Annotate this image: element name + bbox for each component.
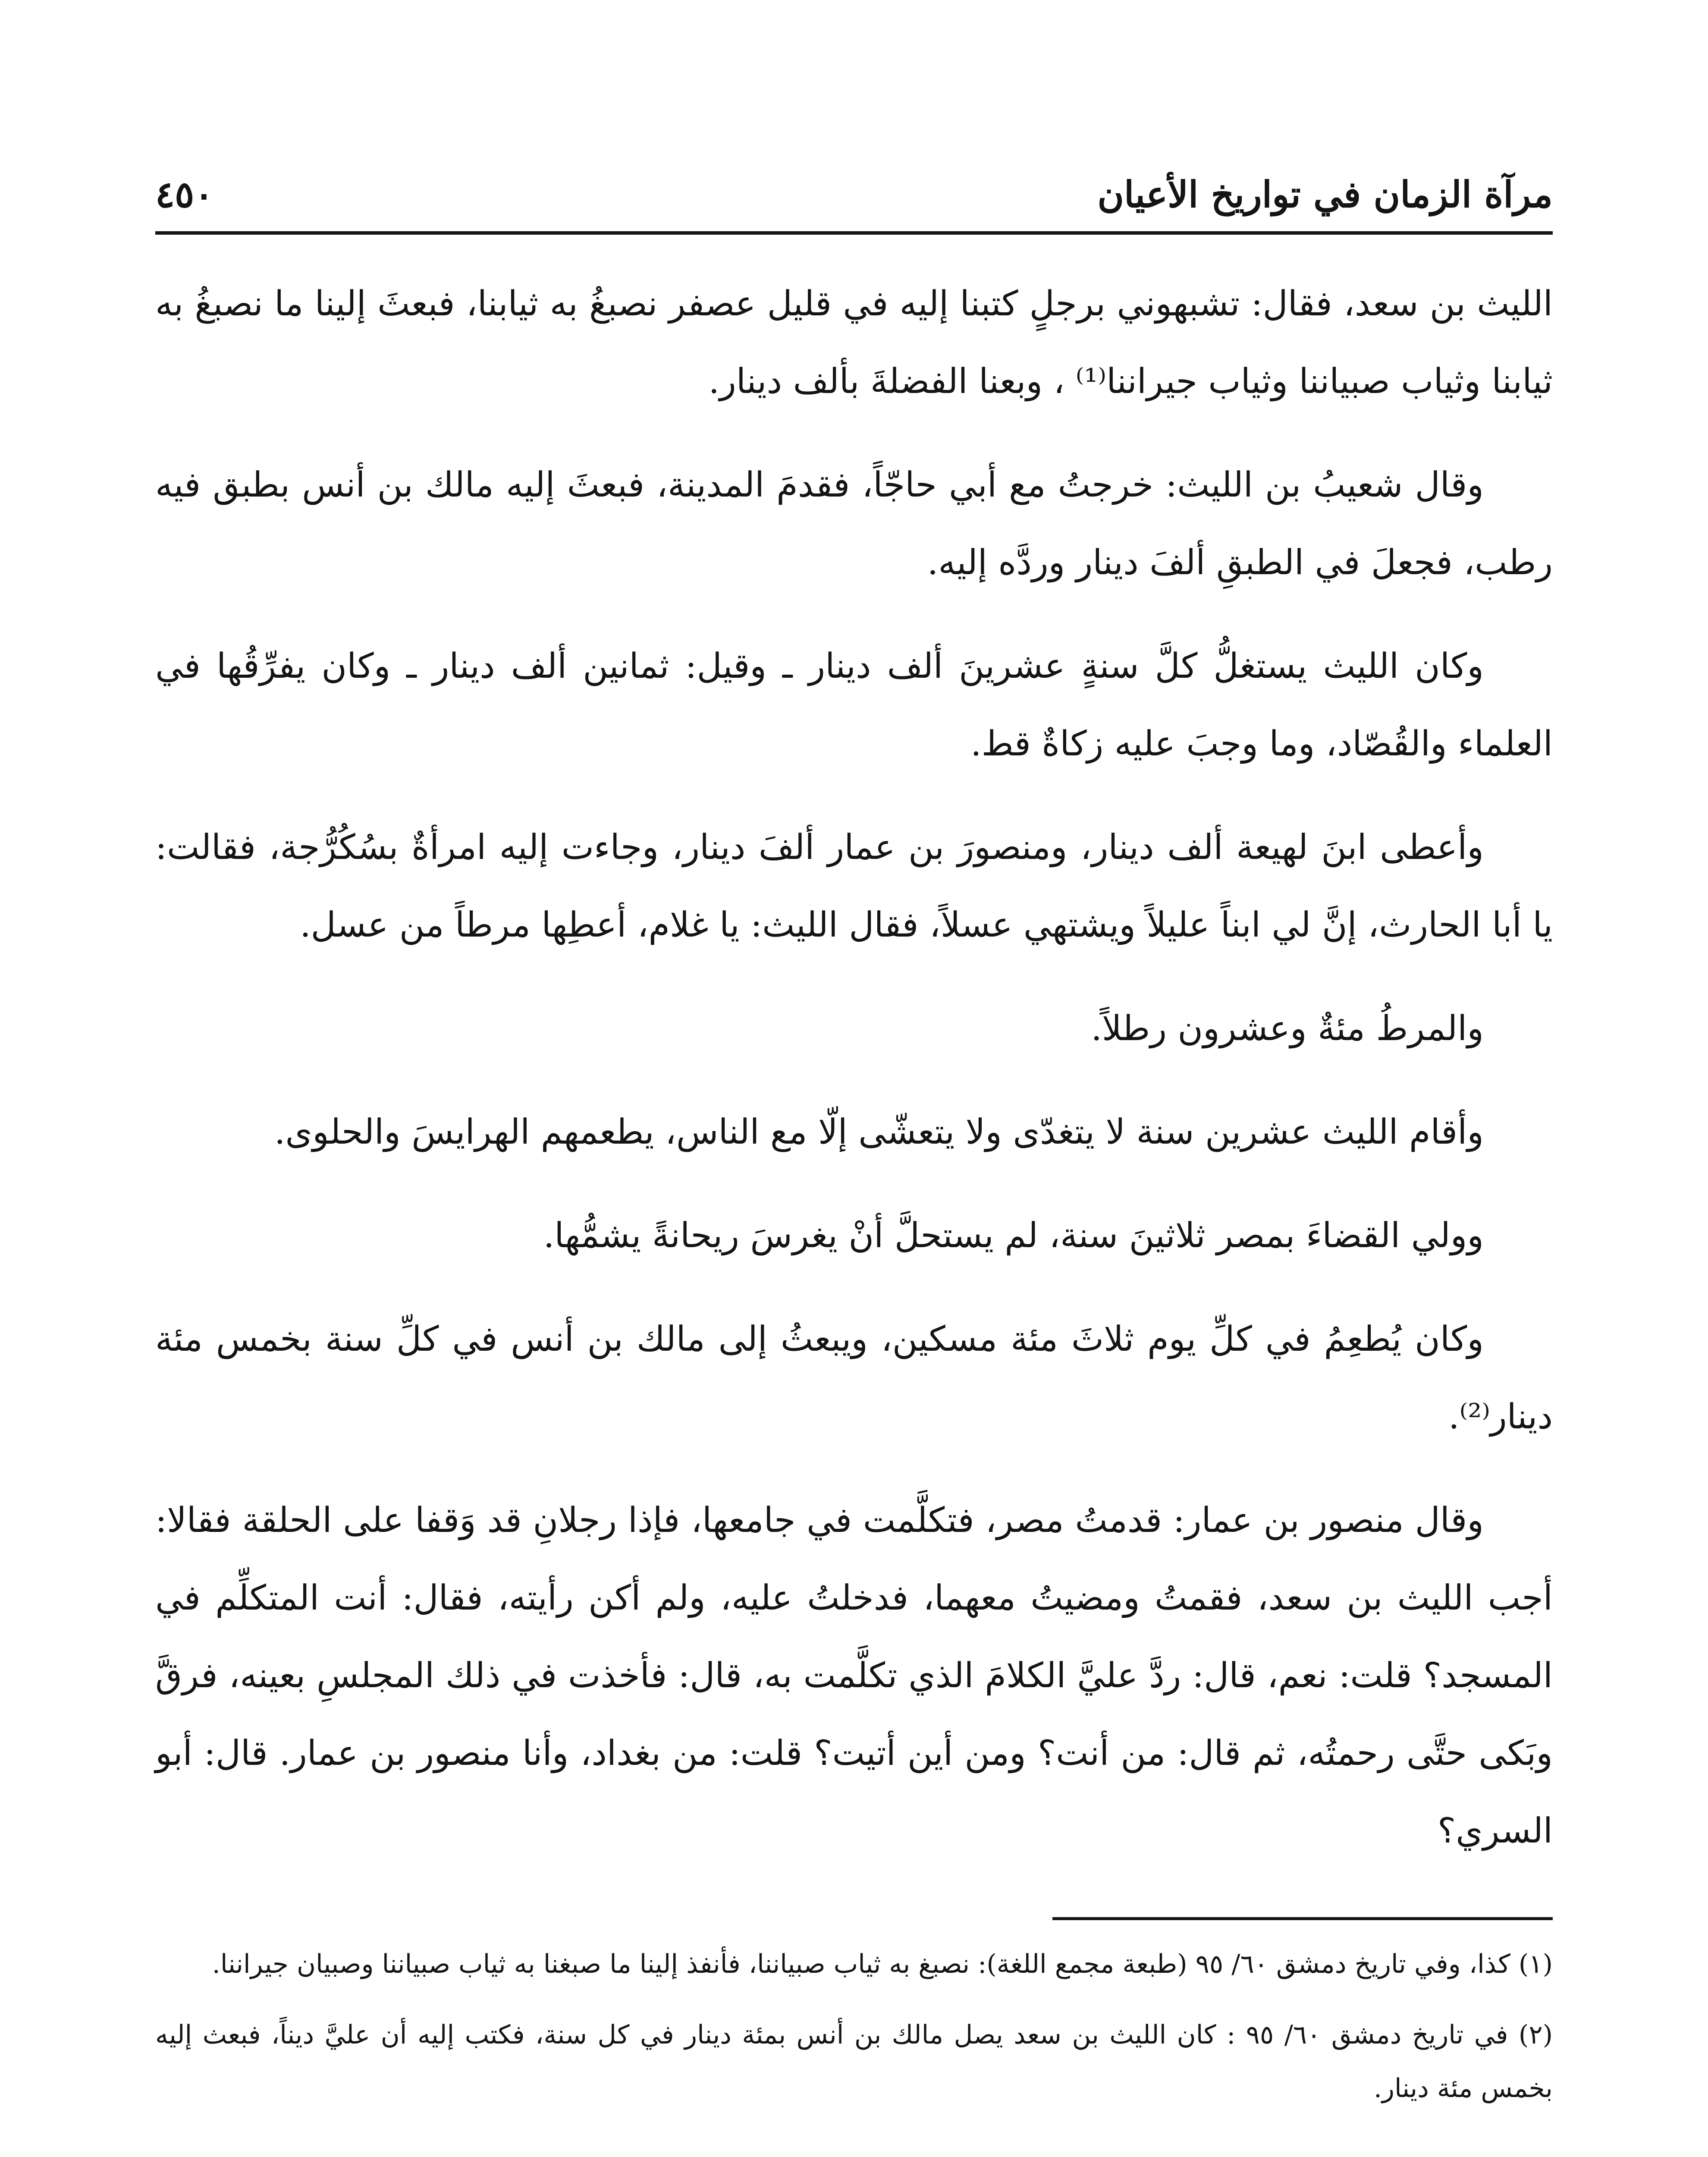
paragraph: وقال منصور بن عمار: قدمتُ مصر، فتكلَّمت في جامعها، فإذا رجلانِ قد وَقفا على الحلقة فقالا: أجب الليث بن سعد، فقمتُ ومضيتُ معهما، فدخلتُ عليه، ولم أكن رأيته، فقال: أنت المتكلِّم في المسجد؟ قلت: نعم، قال: ردَّ عليَّ الكلامَ الذي تكلَّمت به، قال: فأخذت في ذلك المجلسِ بعينه، فرقَّ وبَكى حتَّى رحمتُه، ثم قال: من أنت؟ ومن أين أتيت؟ قلت: من بغداد، وأنا منصور بن عمار. قال: أبو السري؟ bbox=[155, 1500, 1553, 1851]
footnote bbox=[155, 2008, 1553, 2115]
footnote bbox=[155, 1937, 1553, 1991]
paragraph: وكان الليث يستغلُّ كلَّ سنةٍ عشرينَ ألف دينار ـ وقيل: ثمانين ألف دينار ـ وكان يفرِّقُها في العلماء والقُصّاد، وما وجبَ عليه زكاةٌ قط. bbox=[155, 646, 1553, 764]
footnote-number: (٢) bbox=[1518, 2020, 1553, 2050]
main-text bbox=[155, 265, 1553, 1870]
header-rule bbox=[155, 231, 1553, 235]
paragraph: والمرطُ مئةٌ وعشرون رطلاً. bbox=[1091, 1008, 1484, 1048]
running-header bbox=[155, 129, 1553, 216]
book-page bbox=[155, 129, 1553, 2132]
footnote-rule bbox=[1052, 1917, 1553, 1920]
footnote-text: في تاريخ دمشق ٦٠/ ٩٥ : كان الليث بن سعد يصل مالك بن أنس بمئة دينار في كل سنة، فكتب إليه أن عليَّ ديناً، فبعث إليه بخمس مئة دينار. bbox=[155, 2020, 1553, 2104]
book-title: مرآة الزمان في تواريخ الأعيان bbox=[1097, 173, 1553, 216]
page-number: ٤٥٠ bbox=[155, 173, 214, 216]
paragraph: وأقام الليث عشرين سنة لا يتغدّى ولا يتعشّى إلّا مع الناس، يطعمهم الهرايسَ والحلوى. bbox=[274, 1112, 1484, 1152]
paragraph: وولي القضاءَ بمصر ثلاثينَ سنة، لم يستحلَّ أنْ يغرسَ ريحانةً يشمُّها. bbox=[543, 1215, 1484, 1255]
paragraph: وأعطى ابنَ لهيعة ألف دينار، ومنصورَ بن عمار ألفَ دينار، وجاءت إليه امرأةٌ بسُكُرُّجة، فقالت: يا أبا الحارث، إنَّ لي ابناً عليلاً ويشتهي عسلاً، فقال الليث: يا غلام، أعطِها مرطاً من عسل. bbox=[155, 827, 1553, 945]
paragraph: الليث بن سعد، فقال: تشبهوني برجلٍ كتبنا إليه في قليل عصفر نصبغُ به ثيابنا، فبعثَ إلينا ما نصبغُ به ثيابنا وثياب صبياننا وثياب جيراننا⁽¹⁾ ، وبعنا الفضلةَ بألف دينار. bbox=[155, 283, 1553, 401]
paragraph: وقال شعيبُ بن الليث: خرجتُ مع أبي حاجّاً، فقدمَ المدينة، فبعثَ إليه مالك بن أنس بطبق فيه رطب، فجعلَ في الطبقِ ألفَ دينار وردَّه إليه. bbox=[155, 465, 1553, 582]
footnotes bbox=[155, 1937, 1553, 2115]
footnote-number: (١) bbox=[1518, 1949, 1553, 1979]
footnote-text: كذا، وفي تاريخ دمشق ٦٠/ ٩٥ (طبعة مجمع اللغة): نصبغ به ثياب صبياننا، فأنفذ إلينا ما صبغنا به ثياب صبياننا وصبيان جيراننا. bbox=[212, 1949, 1510, 1979]
paragraph: وكان يُطعِمُ في كلِّ يوم ثلاثَ مئة مسكين، ويبعثُ إلى مالك بن أنس في كلِّ سنة بخمس مئة دينار⁽²⁾. bbox=[155, 1319, 1553, 1437]
